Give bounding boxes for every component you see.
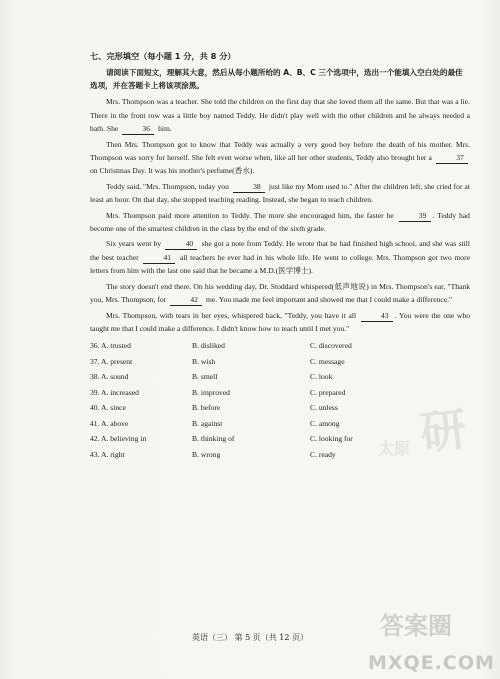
passage-paragraph <box>90 237 470 277</box>
option-a: 40. A. since <box>90 403 126 413</box>
blank-40: 40 <box>165 239 197 250</box>
passage-text: Then Mrs. Thompson got to know that Teddy was actually a very good boy before the death of his mother. Mrs. Thompson was sorry for herself. She felt even worse when, like all her other students, Teddy also brought her a <box>90 139 470 163</box>
blank-41: 41 <box>143 253 175 264</box>
blank-37: 37 <box>436 153 468 164</box>
blank-38: 38 <box>233 182 265 193</box>
watermark-logo: 答案圈 <box>380 612 452 640</box>
option-a: 38. A. sound <box>90 372 129 382</box>
option-a: 39. A. increased <box>90 387 139 397</box>
passage-text: on Christmas Day. It was his mother's perfume(香水). <box>90 166 255 176</box>
passage-paragraph <box>90 280 470 307</box>
option-row <box>90 400 470 416</box>
blank-36: 36 <box>122 124 154 135</box>
option-a: 37. A. present <box>90 356 133 366</box>
passage-text: Teddy said, "Mrs. Thompson, today you <box>106 181 231 191</box>
passage-text: him. <box>156 124 172 134</box>
option-row <box>90 431 470 447</box>
option-row <box>90 416 470 432</box>
option-row <box>90 369 470 385</box>
watermark-small: 太原 <box>378 439 411 458</box>
option-a: 42. A. believing in <box>90 434 147 444</box>
option-a: 36. A. trusted <box>90 341 131 351</box>
passage-paragraph <box>90 180 470 207</box>
passage-text: me. You made me feel important and showed me that I could make a difference." <box>204 295 453 305</box>
watermark-url: MXQE.COM <box>368 652 495 674</box>
passage-paragraph <box>90 209 470 236</box>
passage-paragraph <box>90 309 470 336</box>
option-a: 41. A. above <box>90 418 129 428</box>
blank-42: 42 <box>170 295 202 306</box>
passage-text: . Teddy had become one of the smartest children in the class by the end of the sixth grade. <box>90 210 470 234</box>
option-b: B. smell <box>192 372 218 382</box>
blank-39: 39 <box>399 211 431 222</box>
passage-paragraph <box>90 138 470 178</box>
passage-text: she got a note from Teddy. He wrote that he had finished high school, and she was still the best teacher <box>90 239 470 262</box>
option-b: B. disliked <box>192 341 225 351</box>
option-row <box>90 354 470 370</box>
passage-text: . You were the one who taught me that I could make a difference. I didn't know how to teach until I met you." <box>90 310 471 333</box>
passage-text: Six years went by <box>106 239 164 249</box>
option-c: C. ready <box>310 449 336 459</box>
option-b: B. wish <box>192 356 216 366</box>
watermark-big: 研 <box>417 401 470 461</box>
option-b: B. improved <box>192 387 230 397</box>
option-c: C. discovered <box>310 341 352 351</box>
page-footer: 英语（三） 第 5 页（共 12 页） <box>192 633 308 642</box>
option-row <box>90 338 470 354</box>
option-c: C. message <box>310 356 345 366</box>
option-b: B. against <box>192 418 223 428</box>
option-row <box>90 447 470 463</box>
option-a: 43. A. right <box>90 449 125 459</box>
option-b: B. wrong <box>192 449 221 459</box>
option-c: C. prepared <box>310 387 346 397</box>
answer-options <box>90 338 470 462</box>
option-b: B. before <box>192 403 221 413</box>
cloze-section <box>90 50 470 462</box>
option-row <box>90 385 470 401</box>
section-title: 七、完形填空（每小题 1 分，共 8 分） <box>90 51 236 61</box>
passage-text: The story doesn't end there. On his wedding day, Dr. Stoddard whispered(低声地说) in Mrs. Thompson's ear, "Thank you, Mrs. Thompson, for <box>90 281 470 305</box>
passage <box>90 95 470 335</box>
passage-text: all teachers he ever had in his whole life. He went to college. Mrs. Thompson got two more letters from him with the last one said that he became a M.D.(医学博士). <box>90 252 471 276</box>
blank-43: 43 <box>361 311 393 322</box>
passage-text: Mrs. Thompson paid more attention to Teddy. The more she encouraged him, the faster he <box>106 210 397 220</box>
passage-text: just like my Mom used to." After the children left, she cried for at least an hour. On that day, she stopped teaching reading. Instead, she began to teach children. <box>90 181 470 205</box>
section-instruction: 请阅读下面短文，理解其大意，然后从每小题所给的 A、B、C 三个选项中，选出一个能填入空白处的最佳选项，并在答题卡上将该项涂黑。 <box>90 68 463 91</box>
option-c: C. among <box>310 418 340 428</box>
passage-text: Mrs. Thompson, with tears in her eyes, whispered back, "Teddy, you have it all <box>106 310 359 320</box>
option-b: B. thinking of <box>192 434 235 444</box>
option-c: C. unless <box>310 403 338 413</box>
passage-text: Mrs. Thompson was a teacher. She told the children on the first day that she loved them all the same. But that was a lie. There in the front row was a little boy named Teddy. He didn't play well with the other children and he always needed a bath. She <box>90 97 470 134</box>
option-c: C. looking for <box>310 434 353 444</box>
option-c: C. look <box>310 372 333 382</box>
passage-paragraph <box>90 95 470 135</box>
